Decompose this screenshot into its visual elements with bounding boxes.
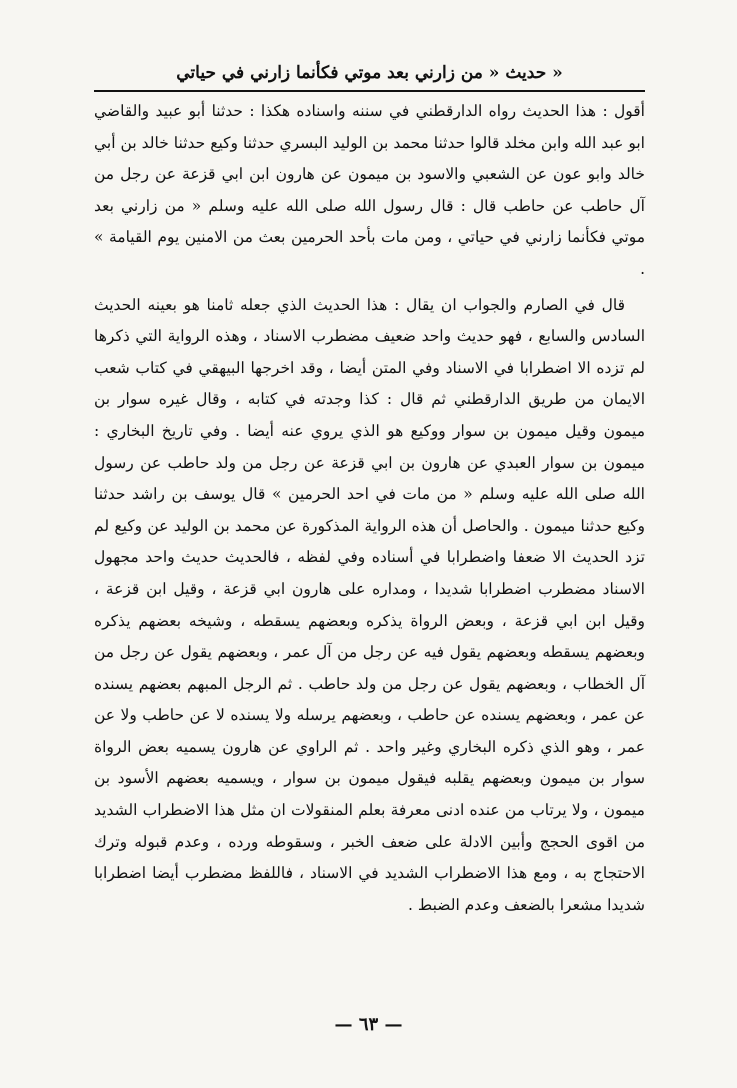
running-header: حديث « من زارني بعد موتي فكأنما زارني في حياتي » — [94, 60, 645, 92]
paragraph-1: أقول : هذا الحديث رواه الدارقطني في سننه واسناده هكذا : حدثنا أبو عبيد والقاضي ابو عبد الله وابن مخلد قالوا حدثنا محمد بن الوليد البسري حدثنا وكيع حدثنا خالد بن أبي خالد وابو عون عن الشعبي والاسود بن ميمون عن هارون ابن ابي قزعة عن رجل من آل حاطب عن حاطب قال : قال رسول الله صلى الله عليه وسلم « من زارني بعد موتي فكأنما زارني في حياتي ، ومن مات بأحد الحرمين بعث من الامنين يوم القيامة » . — [94, 102, 645, 278]
main-text — [94, 96, 645, 921]
page-number: — ٦٣ — — [334, 1014, 403, 1035]
paragraph-2: قال في الصارم والجواب ان يقال : هذا الحديث الذي جعله ثامنا هو بعينه الحديث السادس والسابع ، فهو حديث واحد ضعيف مضطرب الاسناد ، وهذه الرواية التي ذكرها لم تزده الا اضطرابا في الاسناد وفي المتن أيضا ، وقد اخرجها البيهقي في كتاب شعب الايمان من طريق الدارقطني ثم قال : كذا وجدته في كتابه ، وقال غيره سوار بن ميمون وقيل ميمون بن سوار ووكيع هو الذي يروي عنه أيضا . وفي تاريخ البخاري : ميمون بن سوار العبدي عن هارون بن ابي قزعة عن رجل من ولد حاطب عن رسول الله صلى الله عليه وسلم « من مات في احد الحرمين » قال يوسف بن راشد حدثنا وكيع حدثنا ميمون . والحاصل أن هذه الرواية المذكورة عن محمد بن الوليد عن وكيع لم تزد الحديث الا ضعفا واضطرابا في أسناده وفي لفظه ، فالحديث حديث واحد مجهول الاسناد مضطرب اضطرابا شديدا ، ومداره على هارون ابي قزعة ، وقيل ابن قزعة ، وقيل ابن ابي قزعة ، وبعض الرواة يذكره وبعضهم يسقطه ، وشيخه بعضهم يذكره وبعضهم يسقطه وبعضهم يقول فيه عن رجل من آل عمر ، وبعضهم يقول عن رجل من آل الخطاب ، وبعضهم يقول عن رجل من ولد حاطب . ثم الرجل المبهم بعضهم يسنده عن عمر ، وبعضهم يسنده عن حاطب ، وبعضهم يرسله ولا يسنده لا عن حاطب ولا عن عمر ، وهو الذي ذكره البخاري وغير واحد . ثم الراوي عن هارون يسميه بعض الرواة سوار بن ميمون وبعضهم يقلبه فيقول ميمون بن سوار ، ويسميه بعضهم الأسود بن ميمون ، ولا يرتاب من عنده ادنى معرفة بعلم المنقولات ان مثل هذا الاضطراب الشديد من اقوى الحجج وأبين الادلة على ضعف الخبر ، وسقوطه ورده ، وعدم قبوله وترك الاحتجاج به ، ومع هذا الاضطراب الشديد في الاسناد ، فاللفظ مضطرب أيضا اضطرابا شديدا مشعرا بالضعف وعدم الضبط . — [94, 295, 646, 914]
